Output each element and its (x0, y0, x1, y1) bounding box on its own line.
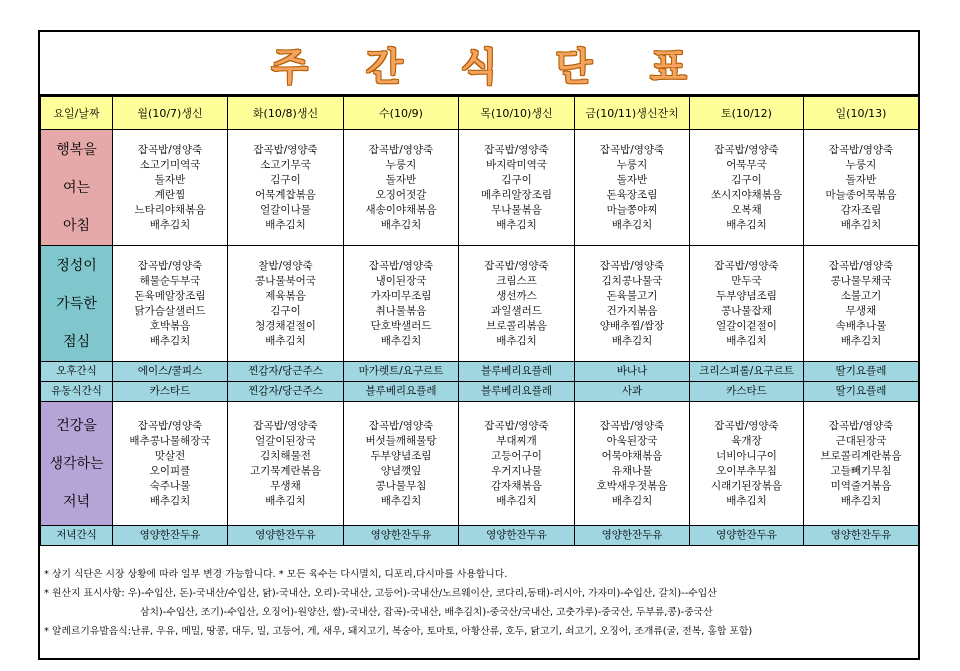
menu-item: 만두국 (731, 274, 762, 287)
menu-item: 미역줄거볶음 (830, 479, 892, 492)
menu-item: 고등어구이 (491, 449, 542, 462)
menu-item: 돈육메알장조림 (134, 289, 206, 302)
menu-item: 두부양념조림 (370, 449, 432, 462)
menu-item: 가자미무조림 (370, 289, 432, 302)
menu-item: 잡곡밥/영양죽 (828, 419, 894, 432)
menu-item: 버섯들깨해물탕 (365, 434, 437, 447)
menu-cell (113, 402, 228, 526)
menu-item: 배추김치 (726, 494, 767, 507)
snack-cell: 영양한잔두유 (113, 526, 228, 546)
menu-item: 우거지나물 (491, 464, 542, 477)
header-row (41, 97, 919, 130)
menu-item: 과일샐러드 (491, 304, 542, 317)
snack-cell: 딸기요플레 (804, 362, 919, 382)
menu-item: 누룽지 (616, 158, 648, 171)
menu-item: 배추김치 (380, 494, 422, 507)
menu-item: 냉이된장국 (375, 274, 427, 287)
menu-item: 양념깻잎 (380, 464, 422, 477)
menu-item: 무생채 (845, 304, 877, 317)
snack-cell: 카스타드 (113, 382, 228, 402)
menu-item: 단호박샐러드 (370, 319, 432, 332)
section-label-line: 행복을 (56, 141, 97, 158)
menu-item: 오이부추무침 (716, 464, 777, 477)
section-label: 저녁간식 (41, 526, 113, 546)
menu-item: 제육볶음 (265, 289, 306, 302)
menu-item: 배추김치 (611, 334, 653, 347)
menu-item: 돌자반 (845, 173, 877, 186)
menu-cell (690, 130, 804, 246)
menu-item: 호박새우젓볶음 (596, 479, 668, 492)
header-day: 월(10/7)생신 (113, 97, 228, 130)
snack-cell: 에이스/쿨피스 (113, 362, 228, 382)
menu-cell (344, 402, 459, 526)
menu-item: 어묵계찹볶음 (255, 188, 316, 201)
note-line: 삼치)-수입산, 조기)-수입산, 오징어)-원양산, 쌀)-국내산, 잡곡)-국내산, 배추김치)-중국산/국내산, 고춧가루)-중국산, 두부류,콩)-중국산 (140, 607, 713, 618)
snack-cell: 딸기요플레 (804, 382, 919, 402)
menu-item: 잡곡밥/영양죽 (137, 259, 203, 272)
menu-item: 쏘시지야채볶음 (710, 188, 782, 201)
menu-item: 잡곡밥/영양죽 (484, 259, 549, 272)
snack-cell: 영양한잔두유 (459, 526, 575, 546)
menu-item: 무나물볶음 (491, 203, 542, 216)
menu-item: 두부양념조림 (716, 289, 777, 302)
section-label (41, 246, 113, 362)
menu-cell (228, 246, 344, 362)
menu-item: 크림스프 (496, 274, 537, 287)
menu-item: 잡곡밥/영양죽 (368, 143, 434, 156)
menu-item: 배추김치 (840, 334, 882, 347)
menu-item: 김구이 (270, 304, 301, 317)
menu-item: 청경채겉절이 (255, 319, 316, 332)
menu-item: 닭가슴살샐러드 (134, 304, 206, 317)
menu-item: 잡곡밥/영양죽 (137, 419, 203, 432)
menu-cell (690, 246, 804, 362)
menu-item: 브로콜리볶음 (486, 319, 547, 332)
menu-cell (575, 130, 690, 246)
menu-item: 잡곡밥/영양죽 (484, 143, 549, 156)
menu-item: 브로콜리계란볶음 (820, 449, 902, 462)
evening-snack-row (41, 526, 919, 546)
menu-item: 어묵무국 (726, 158, 767, 171)
menu-item: 배추콩나물해장국 (129, 434, 211, 447)
snack-cell: 블루베리요플레 (344, 382, 459, 402)
menu-cell (228, 402, 344, 526)
snack-cell: 마가렛트/요구르트 (344, 362, 459, 382)
menu-item: 메추리알장조림 (480, 188, 552, 201)
menu-item: 잡곡밥/영양죽 (368, 419, 434, 432)
menu-item: 생선까스 (496, 289, 537, 302)
menu-item: 잡곡밥/영양죽 (828, 259, 894, 272)
menu-item: 잡곡밥/영양죽 (714, 259, 779, 272)
menu-item: 김구이 (731, 173, 762, 186)
section-label-line: 아침 (62, 217, 91, 234)
menu-item: 김구이 (270, 173, 301, 186)
menu-item: 배추김치 (149, 334, 191, 347)
menu-cell (804, 130, 919, 246)
section-label-line: 생각하는 (49, 455, 104, 472)
menu-item: 돈육불고기 (606, 289, 658, 302)
menu-item: 너비아니구이 (716, 449, 777, 462)
lunch-row (41, 246, 919, 362)
menu-item: 잡곡밥/영양죽 (253, 143, 318, 156)
header-day: 수(10/9) (344, 97, 459, 130)
menu-item: 잡곡밥/영양죽 (368, 259, 434, 272)
menu-item: 배추김치 (496, 218, 537, 231)
menu-item: 오이피클 (149, 464, 191, 477)
menu-item: 콩나물무채국 (830, 274, 892, 287)
menu-item: 배추김치 (265, 494, 306, 507)
header-day: 화(10/8)생신 (228, 97, 344, 130)
menu-item: 잡곡밥/영양죽 (599, 259, 665, 272)
snack-cell: 블루베리요플레 (459, 382, 575, 402)
menu-item: 잡곡밥/영양죽 (828, 143, 894, 156)
menu-cell (344, 130, 459, 246)
menu-item: 고기묵계란볶음 (249, 464, 321, 477)
snack-cell: 크리스피롤/요구르트 (690, 362, 804, 382)
menu-item: 느타리야채볶음 (134, 203, 206, 216)
afternoon-snack-row (41, 362, 919, 382)
menu-item: 오징어젓갈 (375, 188, 427, 201)
note-line: * 알레르기유발음식:난류, 우유, 메밀, 땅콩, 대두, 밀, 고등어, 게, 새우, 돼지고기, 복숭아, 토마토, 아황산류, 호두, 닭고기, 쇠고기, 오징어, 조개류(굴, 전복, 홍합 포함) (44, 626, 753, 637)
snack-cell: 영양한잔두유 (690, 526, 804, 546)
menu-cell (113, 246, 228, 362)
snack-cell: 카스타드 (690, 382, 804, 402)
menu-item: 육개장 (731, 434, 762, 447)
header-day: 토(10/12) (690, 97, 804, 130)
section-label: 유동식간식 (41, 382, 113, 402)
menu-item: 얼갈이나물 (260, 203, 311, 216)
menu-item: 소고기무국 (260, 158, 311, 171)
menu-item: 양배추찜/쌈장 (599, 319, 665, 332)
menu-cell (459, 130, 575, 246)
menu-item: 근대된장국 (835, 434, 887, 447)
menu-item: 김구이 (501, 173, 532, 186)
menu-cell (575, 246, 690, 362)
menu-item: 배추김치 (611, 218, 653, 231)
menu-item: 맛살전 (154, 449, 186, 462)
menu-item: 배추김치 (265, 334, 306, 347)
menu-item: 속배추나물 (835, 319, 887, 332)
section-label (41, 402, 113, 526)
menu-item: 취나물볶음 (375, 304, 427, 317)
header-corner: 요일/날짜 (41, 97, 113, 130)
menu-item: 배추김치 (380, 218, 422, 231)
snack-cell: 찐감자/당근주스 (228, 382, 344, 402)
section-label (41, 130, 113, 246)
menu-item: 잡곡밥/영양죽 (714, 143, 779, 156)
menu-item: 아욱된장국 (606, 434, 658, 447)
section-label-line: 여는 (62, 179, 91, 196)
menu-item: 배추김치 (149, 218, 191, 231)
menu-item: 김치해물전 (260, 449, 311, 462)
snack-cell: 영양한잔두유 (344, 526, 459, 546)
menu-cell (344, 246, 459, 362)
header-day: 금(10/11)생신잔치 (575, 97, 690, 130)
header-day: 일(10/13) (804, 97, 919, 130)
note-line: * 상기 식단은 시장 상황에 따라 일부 변경 가능합니다. * 모든 육수는 다시멸치, 디포리,다시마를 사용합니다. (44, 569, 508, 580)
menu-item: 배추김치 (265, 218, 306, 231)
liquid-snack-row (41, 382, 919, 402)
section-label-line: 정성이 (56, 257, 97, 274)
menu-cell (804, 402, 919, 526)
dinner-row (41, 402, 919, 526)
menu-cell (575, 402, 690, 526)
menu-item: 배추김치 (840, 494, 882, 507)
menu-item: 콩나물무침 (375, 479, 427, 492)
menu-item: 시래기된장볶음 (710, 479, 782, 492)
menu-item: 감자조림 (840, 203, 882, 216)
menu-item: 배추김치 (840, 218, 882, 231)
section-label-line: 저녁 (62, 493, 91, 510)
menu-item: 잡곡밥/영양죽 (599, 419, 665, 432)
snack-cell: 바나나 (575, 362, 690, 382)
menu-item: 콩나물북어국 (255, 274, 316, 287)
menu-item: 배추김치 (726, 334, 767, 347)
menu-item: 찰밥/영양죽 (258, 259, 313, 272)
menu-item: 마늘쫑야찌 (606, 203, 658, 216)
menu-item: 잡곡밥/영양죽 (137, 143, 203, 156)
menu-item: 호박볶음 (149, 319, 191, 332)
menu-item: 배추김치 (149, 494, 191, 507)
menu-item: 해물순두부국 (139, 274, 201, 287)
section-label-line: 점심 (62, 333, 91, 350)
menu-item: 유채나물 (611, 464, 653, 477)
menu-item: 잡곡밥/영양죽 (253, 419, 318, 432)
notes-block (40, 563, 918, 643)
snack-cell: 영양한잔두유 (228, 526, 344, 546)
menu-item: 김치콩나물국 (601, 274, 663, 287)
snack-cell: 영양한잔두유 (575, 526, 690, 546)
menu-item: 배추김치 (496, 494, 537, 507)
snack-cell: 영양한잔두유 (804, 526, 919, 546)
menu-item: 감자채볶음 (491, 479, 542, 492)
menu-cell (113, 130, 228, 246)
header-day: 목(10/10)생신 (459, 97, 575, 130)
menu-item: 부대찌개 (496, 434, 537, 447)
page-title (40, 32, 918, 96)
snack-cell: 찐감자/당근주스 (228, 362, 344, 382)
menu-item: 마늘종어묵볶음 (825, 188, 897, 201)
menu-item: 건가지볶음 (606, 304, 658, 317)
menu-item: 얼갈이겉절이 (716, 319, 777, 332)
menu-item: 배추김치 (726, 218, 767, 231)
section-label-line: 가득한 (56, 295, 97, 312)
menu-item: 돌자반 (385, 173, 417, 186)
menu-item: 무생채 (270, 479, 301, 492)
menu-cell (690, 402, 804, 526)
weekly-menu-table (40, 96, 919, 546)
breakfast-row (41, 130, 919, 246)
title-text: 주간식단표 (271, 44, 745, 89)
menu-item: 새송이야채볶음 (365, 203, 437, 216)
snack-cell: 블루베리요플레 (459, 362, 575, 382)
section-label-line: 건강을 (56, 417, 97, 434)
menu-item: 고들빼기무침 (830, 464, 892, 477)
section-label: 오후간식 (41, 362, 113, 382)
note-line: * 원산지 표시사항: 우)-수입산, 돈)-국내산/수입산, 닭)-국내산, 오리)-국내산, 고등어)-국내산/노르웨이산, 코다리,동태)-러시아, 가자미)-수입산, 갈치)--수입산 (44, 588, 717, 599)
menu-item: 계란찜 (154, 188, 186, 201)
menu-cell (459, 402, 575, 526)
menu-item: 배추김치 (380, 334, 422, 347)
menu-item: 얼갈이된장국 (255, 434, 316, 447)
menu-item: 누룽지 (385, 158, 417, 171)
menu-frame (38, 30, 920, 660)
menu-item: 배추김치 (611, 494, 653, 507)
menu-item: 콩나물잡채 (721, 304, 772, 317)
menu-item: 잡곡밥/영양죽 (484, 419, 549, 432)
menu-item: 어묵야채볶음 (601, 449, 663, 462)
menu-item: 돌자반 (154, 173, 186, 186)
menu-cell (459, 246, 575, 362)
menu-item: 숙주나물 (149, 479, 191, 492)
menu-item: 돈육장조림 (606, 188, 658, 201)
menu-item: 소불고기 (840, 289, 882, 302)
menu-item: 소고기미역국 (139, 158, 201, 171)
menu-item: 잡곡밥/영양죽 (599, 143, 665, 156)
menu-cell (804, 246, 919, 362)
snack-cell: 사과 (575, 382, 690, 402)
menu-item: 누룽지 (845, 158, 877, 171)
menu-item: 오복채 (731, 203, 762, 216)
menu-item: 잡곡밥/영양죽 (714, 419, 779, 432)
menu-item: 바지락미역국 (486, 158, 547, 171)
menu-cell (228, 130, 344, 246)
menu-item: 돌자반 (616, 173, 648, 186)
menu-item: 배추김치 (496, 334, 537, 347)
